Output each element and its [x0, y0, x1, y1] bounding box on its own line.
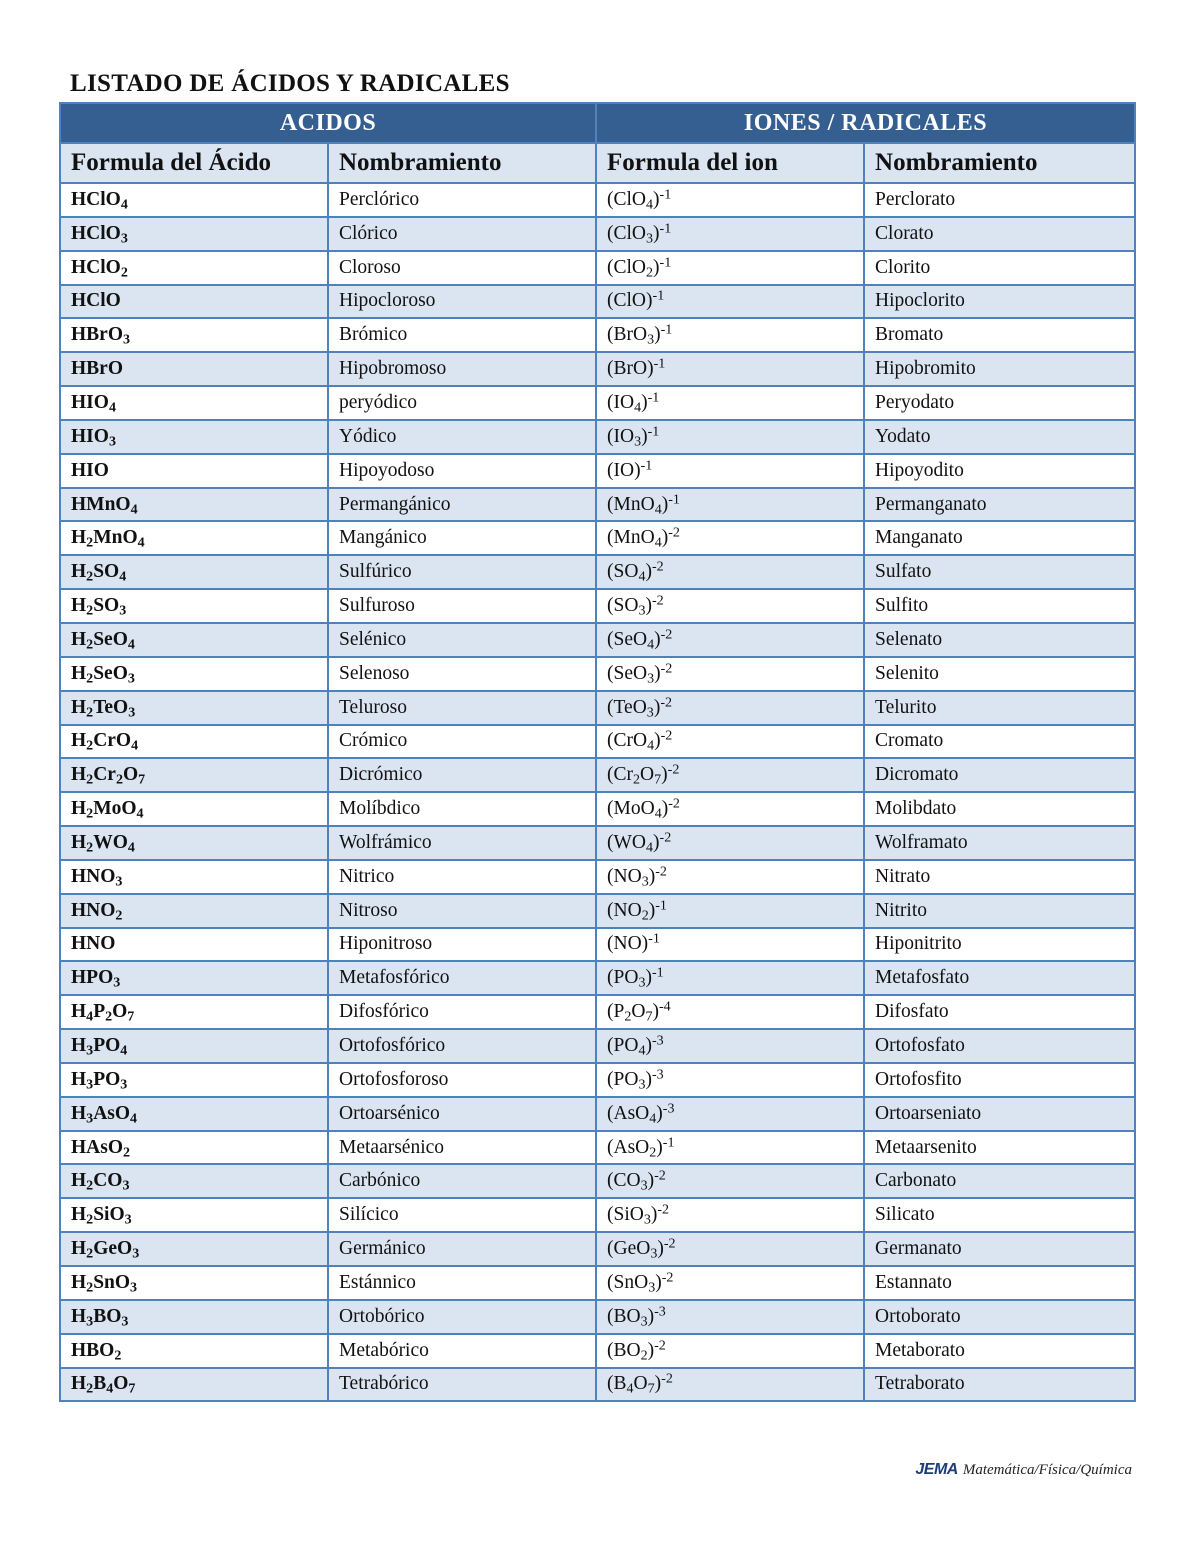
cell-ion-formula: (IO)$^{-1}$	[596, 454, 864, 488]
cell-acid-name: Ortobórico	[328, 1300, 596, 1334]
cell-ion-formula: $(PO_4)^{-3}$	[596, 1029, 864, 1063]
cell-ion-name: Metaarsenito	[864, 1131, 1135, 1165]
cell-acid-formula: HClO$_4$	[60, 183, 328, 217]
cell-ion-formula: $(PO_3)^{-1}$	[596, 961, 864, 995]
table-row	[60, 352, 1135, 386]
cell-acid-formula: $H_2B_4O_7$	[60, 1368, 328, 1402]
cell-acid-name: Sulfuroso	[328, 589, 596, 623]
cell-ion-formula: $(P_2O_7)^{-4}$	[596, 995, 864, 1029]
table-row	[60, 521, 1135, 555]
cell-ion-name: Cromato	[864, 725, 1135, 759]
cell-acid-name: Clórico	[328, 217, 596, 251]
cell-ion-name: Dicromato	[864, 758, 1135, 792]
cell-ion-formula: $(SnO_3)^{-2}$	[596, 1266, 864, 1300]
cell-ion-formula: $(BO_2)^{-2}$	[596, 1334, 864, 1368]
cell-acid-name: Germánico	[328, 1232, 596, 1266]
cell-ion-name: Nitrato	[864, 860, 1135, 894]
table-row	[60, 1164, 1135, 1198]
cell-acid-formula: $H_3PO_3$	[60, 1063, 328, 1097]
footer	[915, 1461, 1132, 1479]
cell-acid-formula: HBrO	[60, 352, 328, 386]
cell-ion-formula: $(CrO_4)^{-2}$	[596, 725, 864, 759]
cell-acid-formula: $HPO_3$	[60, 961, 328, 995]
cell-acid-name: Nitroso	[328, 894, 596, 928]
table-row	[60, 1300, 1135, 1334]
cell-ion-formula: $(ClO_4)^{-1}$	[596, 183, 864, 217]
cell-ion-formula: $(Cr_2O_7)^{-2}$	[596, 758, 864, 792]
cell-acid-formula: HClO$_3$	[60, 217, 328, 251]
cell-acid-formula: HClO	[60, 285, 328, 319]
cell-ion-formula: $(NO_2)^{-1}$	[596, 894, 864, 928]
cell-acid-formula: $H_2SiO_3$	[60, 1198, 328, 1232]
cell-ion-formula: $(MoO_4)^{-2}$	[596, 792, 864, 826]
cell-ion-formula: $(ClO_3)^{-1}$	[596, 217, 864, 251]
table-row	[60, 285, 1135, 319]
cell-acid-name: peryódico	[328, 386, 596, 420]
cell-acid-name: Sulfúrico	[328, 555, 596, 589]
table-row	[60, 589, 1135, 623]
group-header-row	[60, 103, 1135, 143]
cell-ion-name: Tetraborato	[864, 1368, 1135, 1402]
cell-ion-name: Hipobromito	[864, 352, 1135, 386]
cell-ion-formula: $(AsO_2)^{-1}$	[596, 1131, 864, 1165]
table-row	[60, 623, 1135, 657]
cell-ion-name: Permanganato	[864, 488, 1135, 522]
cell-acid-name: Selénico	[328, 623, 596, 657]
cell-ion-formula: $(SO_3)^{-2}$	[596, 589, 864, 623]
cell-ion-name: Sulfito	[864, 589, 1135, 623]
cell-acid-name: Metaarsénico	[328, 1131, 596, 1165]
cell-acid-formula: $H_2Cr_2O_7$	[60, 758, 328, 792]
jema-logo: JEMA	[915, 1461, 958, 1478]
cell-acid-formula: $H_3PO_4$	[60, 1029, 328, 1063]
table-row	[60, 1368, 1135, 1402]
cell-ion-name: Hipoclorito	[864, 285, 1135, 319]
cell-acid-name: Dicrómico	[328, 758, 596, 792]
cell-acid-name: Brómico	[328, 318, 596, 352]
cell-ion-formula: $(MnO_4)^{-2}$	[596, 521, 864, 555]
cell-acid-name: Ortofosfórico	[328, 1029, 596, 1063]
cell-acid-name: Mangánico	[328, 521, 596, 555]
table-row	[60, 488, 1135, 522]
cell-ion-formula: $(PO_3)^{-3}$	[596, 1063, 864, 1097]
table-row	[60, 995, 1135, 1029]
cell-ion-formula: $(IO_4)^{-1}$	[596, 386, 864, 420]
cell-ion-name: Wolframato	[864, 826, 1135, 860]
cell-ion-formula: $(SO_4)^{-2}$	[596, 555, 864, 589]
cell-acid-name: Metafosfórico	[328, 961, 596, 995]
cell-ion-name: Nitrito	[864, 894, 1135, 928]
cell-acid-name: Hipoyodoso	[328, 454, 596, 488]
cell-acid-formula: $H_2TeO_3$	[60, 691, 328, 725]
column-header-ion-formula: Formula del ion	[596, 143, 864, 183]
column-header-row	[60, 143, 1135, 183]
table-row	[60, 691, 1135, 725]
column-header-acid-name: Nombramiento	[328, 143, 596, 183]
table-row	[60, 894, 1135, 928]
cell-acid-name: Permangánico	[328, 488, 596, 522]
table-row	[60, 1232, 1135, 1266]
cell-ion-formula: $(MnO_4)^{-1}$	[596, 488, 864, 522]
cell-ion-formula: $(BrO_3)^{-1}$	[596, 318, 864, 352]
cell-acid-name: Nitrico	[328, 860, 596, 894]
table-row	[60, 1198, 1135, 1232]
cell-ion-name: Estannato	[864, 1266, 1135, 1300]
table-row	[60, 1334, 1135, 1368]
cell-ion-name: Metaborato	[864, 1334, 1135, 1368]
cell-acid-formula: $H_2SeO_3$	[60, 657, 328, 691]
cell-ion-name: Telurito	[864, 691, 1135, 725]
cell-ion-name: Selenato	[864, 623, 1135, 657]
cell-acid-name: Yódico	[328, 420, 596, 454]
table-row	[60, 792, 1135, 826]
cell-acid-formula: $HIO_3$	[60, 420, 328, 454]
cell-ion-name: Germanato	[864, 1232, 1135, 1266]
table-row	[60, 725, 1135, 759]
cell-acid-formula: $H_2SO_3$	[60, 589, 328, 623]
cell-acid-name: Silícico	[328, 1198, 596, 1232]
cell-acid-formula: $H_4P_2O_7$	[60, 995, 328, 1029]
cell-acid-formula: HNO	[60, 928, 328, 962]
table-row	[60, 217, 1135, 251]
cell-acid-formula: $HIO_4$	[60, 386, 328, 420]
table-row	[60, 1097, 1135, 1131]
cell-ion-formula: $(TeO_3)^{-2}$	[596, 691, 864, 725]
cell-acid-formula: $H_2MnO_4$	[60, 521, 328, 555]
cell-acid-name: Teluroso	[328, 691, 596, 725]
table-row	[60, 1029, 1135, 1063]
cell-ion-formula: $(IO_3)^{-1}$	[596, 420, 864, 454]
table-row	[60, 961, 1135, 995]
table-body	[60, 183, 1135, 1401]
cell-acid-formula: $H_2SeO_4$	[60, 623, 328, 657]
cell-acid-name: Ortoarsénico	[328, 1097, 596, 1131]
cell-acid-formula: HAsO$_2$	[60, 1131, 328, 1165]
cell-acid-formula: $H_2MoO_4$	[60, 792, 328, 826]
cell-ion-name: Perclorato	[864, 183, 1135, 217]
cell-acid-formula: HClO$_2$	[60, 251, 328, 285]
cell-ion-name: Ortoborato	[864, 1300, 1135, 1334]
cell-ion-formula: $(SeO_4)^{-2}$	[596, 623, 864, 657]
cell-ion-formula: (NO)$^{-1}$	[596, 928, 864, 962]
cell-acid-formula: $HNO_2$	[60, 894, 328, 928]
cell-acid-name: Estánnico	[328, 1266, 596, 1300]
cell-ion-name: Ortofosfito	[864, 1063, 1135, 1097]
table-row	[60, 928, 1135, 962]
table-row	[60, 386, 1135, 420]
cell-ion-name: Bromato	[864, 318, 1135, 352]
footer-subject: Matemática/Física/Química	[962, 1462, 1132, 1478]
cell-acid-name: Tetrabórico	[328, 1368, 596, 1402]
acids-radicals-table	[59, 102, 1136, 1402]
table-row	[60, 1063, 1135, 1097]
cell-ion-formula: (ClO)$^{-1}$	[596, 285, 864, 319]
cell-acid-name: Metabórico	[328, 1334, 596, 1368]
cell-ion-formula: $(BO_3)^{-3}$	[596, 1300, 864, 1334]
cell-ion-name: Peryodato	[864, 386, 1135, 420]
cell-acid-name: Ortofosforoso	[328, 1063, 596, 1097]
cell-acid-name: Cloroso	[328, 251, 596, 285]
cell-acid-formula: $H_2CO_3$	[60, 1164, 328, 1198]
cell-ion-name: Silicato	[864, 1198, 1135, 1232]
cell-acid-formula: HBrO$_3$	[60, 318, 328, 352]
column-header-acid-formula: Formula del Ácido	[60, 143, 328, 183]
cell-ion-name: Yodato	[864, 420, 1135, 454]
cell-acid-formula: $H_2CrO_4$	[60, 725, 328, 759]
cell-acid-name: Difosfórico	[328, 995, 596, 1029]
cell-acid-formula: $HBO_2$	[60, 1334, 328, 1368]
cell-ion-formula: (BrO)$^{-1}$	[596, 352, 864, 386]
cell-ion-name: Ortofosfato	[864, 1029, 1135, 1063]
column-header-ion-name: Nombramiento	[864, 143, 1135, 183]
table-row	[60, 657, 1135, 691]
cell-acid-formula: HMnO$_4$	[60, 488, 328, 522]
table-row	[60, 1266, 1135, 1300]
page-title: LISTADO DE ÁCIDOS Y RADICALES	[70, 70, 510, 97]
cell-acid-formula: $HNO_3$	[60, 860, 328, 894]
cell-ion-name: Difosfato	[864, 995, 1135, 1029]
cell-ion-formula: $(AsO_4)^{-3}$	[596, 1097, 864, 1131]
cell-ion-formula: $(SeO_3)^{-2}$	[596, 657, 864, 691]
cell-ion-name: Metafosfato	[864, 961, 1135, 995]
group-header-ions: IONES / RADICALES	[596, 103, 1135, 143]
cell-ion-name: Molibdato	[864, 792, 1135, 826]
cell-acid-name: Selenoso	[328, 657, 596, 691]
cell-acid-formula: $H_2WO_4$	[60, 826, 328, 860]
cell-acid-name: Carbónico	[328, 1164, 596, 1198]
cell-ion-name: Selenito	[864, 657, 1135, 691]
cell-acid-formula: $H_2GeO_3$	[60, 1232, 328, 1266]
cell-acid-name: Hiponitroso	[328, 928, 596, 962]
cell-ion-name: Carbonato	[864, 1164, 1135, 1198]
cell-acid-formula: $H_3BO_3$	[60, 1300, 328, 1334]
cell-acid-formula: $H_3AsO_4$	[60, 1097, 328, 1131]
cell-ion-name: Hipoyodito	[864, 454, 1135, 488]
cell-acid-name: Wolfrámico	[328, 826, 596, 860]
group-header-acids: ACIDOS	[60, 103, 596, 143]
table-row	[60, 420, 1135, 454]
table-row	[60, 860, 1135, 894]
cell-acid-name: Crómico	[328, 725, 596, 759]
cell-ion-name: Hiponitrito	[864, 928, 1135, 962]
cell-ion-formula: $(WO_4)^{-2}$	[596, 826, 864, 860]
cell-ion-name: Ortoarseniato	[864, 1097, 1135, 1131]
cell-ion-formula: $(SiO_3)^{-2}$	[596, 1198, 864, 1232]
cell-acid-name: Perclórico	[328, 183, 596, 217]
table-row	[60, 555, 1135, 589]
cell-ion-name: Clorito	[864, 251, 1135, 285]
cell-acid-name: Molíbdico	[328, 792, 596, 826]
cell-ion-formula: $(NO_3)^{-2}$	[596, 860, 864, 894]
cell-acid-name: Hipocloroso	[328, 285, 596, 319]
table-row	[60, 826, 1135, 860]
cell-ion-formula: $(GeO_3)^{-2}$	[596, 1232, 864, 1266]
cell-acid-formula: HIO	[60, 454, 328, 488]
cell-ion-formula: $(B_4O_7)^{-2}$	[596, 1368, 864, 1402]
table-row	[60, 318, 1135, 352]
table-row	[60, 183, 1135, 217]
table-row	[60, 1131, 1135, 1165]
table-row	[60, 251, 1135, 285]
cell-ion-formula: $(ClO_2)^{-1}$	[596, 251, 864, 285]
cell-acid-formula: $H_2SnO_3$	[60, 1266, 328, 1300]
cell-acid-name: Hipobromoso	[328, 352, 596, 386]
cell-ion-formula: $(CO_3)^{-2}$	[596, 1164, 864, 1198]
cell-ion-name: Sulfato	[864, 555, 1135, 589]
cell-acid-formula: $H_2SO_4$	[60, 555, 328, 589]
table-row	[60, 454, 1135, 488]
cell-ion-name: Clorato	[864, 217, 1135, 251]
table-row	[60, 758, 1135, 792]
cell-ion-name: Manganato	[864, 521, 1135, 555]
